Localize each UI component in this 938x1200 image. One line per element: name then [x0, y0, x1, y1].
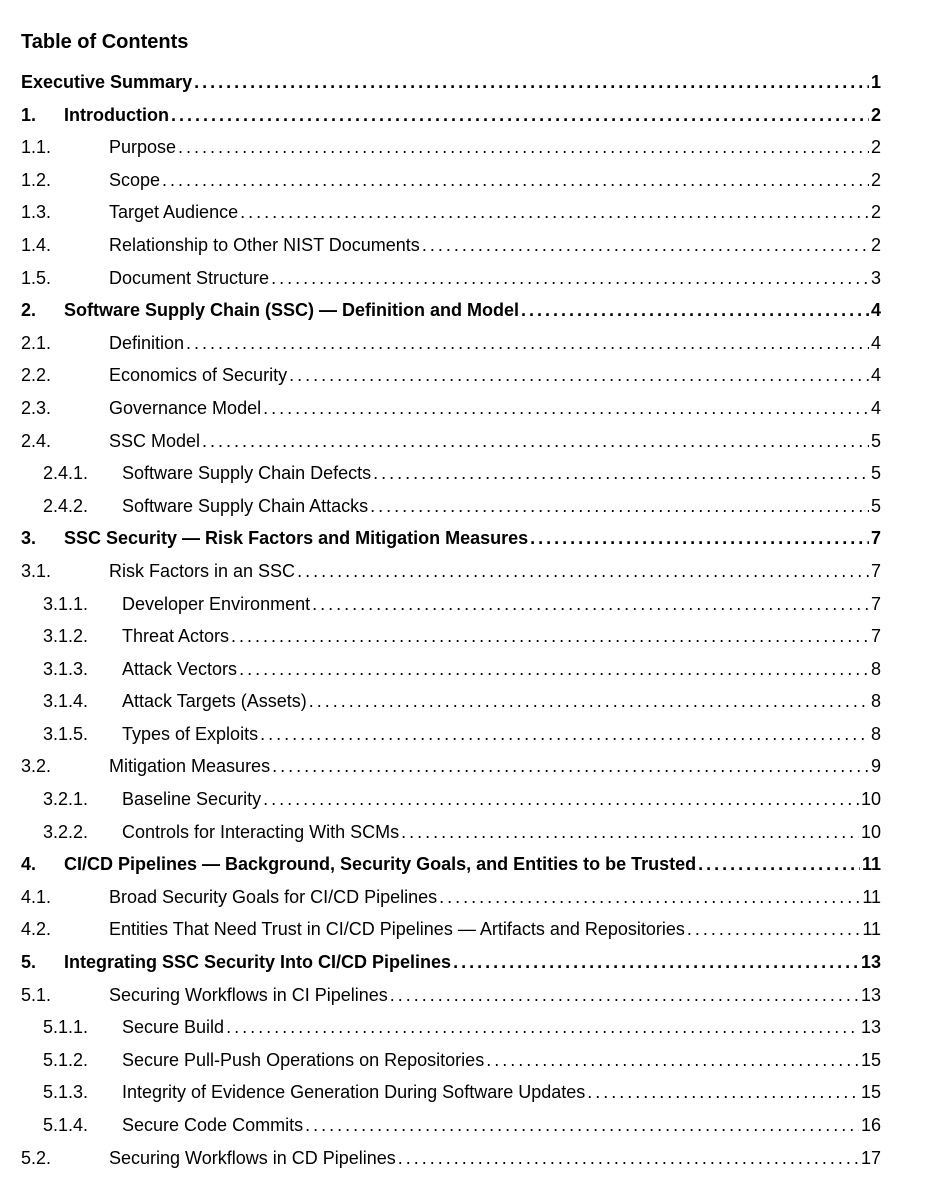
toc-entry-page-number: 4 — [870, 332, 881, 353]
toc-entry-label: Relationship to Other NIST Documents — [109, 234, 420, 255]
toc-entry-label: SSC Model — [109, 430, 201, 451]
toc-entry[interactable] — [0, 165, 938, 198]
toc-entry[interactable] — [0, 1012, 938, 1045]
toc-entry[interactable] — [0, 1110, 938, 1143]
toc-entry-label: Governance Model — [109, 397, 262, 418]
toc-entry-page-number: 13 — [860, 1017, 881, 1038]
toc-entry[interactable] — [0, 295, 938, 328]
toc-entry[interactable] — [0, 914, 938, 947]
toc-entry-number: 1.2. — [21, 169, 52, 190]
toc-entry-page-number: 11 — [862, 886, 881, 907]
toc-entry-number: 4.2. — [21, 919, 52, 940]
toc-entry-number: 3.2.1. — [43, 789, 89, 810]
toc-dot-leader — [439, 887, 860, 908]
toc-entry-label: Scope — [109, 169, 161, 190]
toc-entry-page-number: 2 — [870, 104, 881, 125]
toc-entry-number: 3.1.4. — [43, 691, 89, 712]
toc-entry-number: 3.1.5. — [43, 723, 89, 744]
toc-entry[interactable] — [0, 980, 938, 1013]
toc-dot-leader — [453, 952, 859, 973]
toc-entry[interactable] — [0, 100, 938, 133]
toc-entry-label: Securing Workflows in CI Pipelines — [109, 984, 388, 1005]
toc-entry-page-number: 2 — [870, 169, 881, 190]
toc-dot-leader — [587, 1082, 859, 1103]
toc-entry[interactable] — [0, 1077, 938, 1110]
toc-entry-label: Risk Factors in an SSC — [109, 560, 296, 581]
toc-dot-leader — [231, 626, 869, 647]
toc-entry[interactable] — [0, 263, 938, 296]
toc-entry-page-number: 5 — [870, 430, 881, 451]
toc-entry-page-number: 10 — [860, 821, 881, 842]
toc-entry[interactable] — [0, 230, 938, 263]
toc-entry[interactable] — [0, 360, 938, 393]
toc-entry-label: Software Supply Chain Attacks — [122, 495, 369, 516]
toc-entry-page-number: 16 — [860, 1115, 881, 1135]
toc-dot-leader — [687, 919, 860, 940]
toc-entry[interactable] — [0, 849, 938, 882]
toc-dot-leader — [162, 170, 869, 191]
toc-dot-leader — [370, 496, 869, 517]
toc-entry-label: SSC Security — Risk Factors and Mitigation Measures — [64, 528, 529, 549]
toc-entry[interactable] — [0, 817, 938, 850]
toc-entry[interactable] — [0, 556, 938, 589]
toc-entry-number: 3.1.3. — [43, 658, 89, 679]
toc-entry-page-number: 7 — [870, 593, 881, 614]
toc-entry-number: 5.1.3. — [43, 1082, 89, 1103]
toc-entry-label: Introduction — [64, 104, 169, 125]
toc-dot-leader — [305, 1115, 859, 1136]
toc-entry[interactable] — [0, 67, 938, 100]
toc-entry-number: 1.1. — [21, 137, 52, 158]
toc-entry[interactable] — [0, 491, 938, 524]
toc-dot-leader — [194, 72, 869, 93]
toc-dot-leader — [239, 659, 869, 680]
toc-dot-leader — [271, 268, 869, 289]
toc-entry-number: 5.2. — [21, 1147, 52, 1168]
toc-dot-leader — [240, 202, 869, 223]
toc-list — [0, 67, 938, 1175]
toc-entry-page-number: 4 — [870, 300, 881, 321]
toc-entry-page-number: 8 — [870, 691, 881, 712]
toc-dot-leader — [202, 431, 869, 452]
toc-entry-number: 2.4.2. — [43, 495, 89, 516]
toc-entry-number: 1.5. — [21, 267, 52, 288]
toc-entry-page-number: 7 — [870, 528, 881, 549]
toc-dot-leader — [309, 691, 869, 712]
toc-entry-page-number: 2 — [870, 202, 881, 223]
toc-entry-number: 1.4. — [21, 234, 52, 255]
toc-dot-leader — [272, 756, 869, 777]
toc-entry-page-number: 4 — [870, 365, 881, 386]
toc-dot-leader — [226, 1017, 859, 1038]
toc-entry-number: 3.2.2. — [43, 821, 89, 842]
toc-entry[interactable] — [0, 523, 938, 556]
toc-entry-page-number: 10 — [860, 789, 881, 810]
toc-entry-label: Attack Vectors — [122, 658, 238, 679]
toc-entry-label: Software Supply Chain (SSC) — Definition and Model — [64, 300, 520, 321]
toc-entry[interactable] — [0, 458, 938, 491]
toc-dot-leader — [263, 398, 869, 419]
toc-entry[interactable] — [0, 1045, 938, 1078]
toc-dot-leader — [297, 561, 869, 582]
toc-dot-leader — [521, 300, 869, 321]
toc-entry-label: Purpose — [109, 137, 177, 158]
toc-entry-number: 5.1. — [21, 984, 52, 1005]
toc-entry-label: Entities That Need Trust in CI/CD Pipelines — Artifacts and Repositories — [109, 919, 685, 940]
toc-entry-number: 5.1.4. — [43, 1115, 89, 1135]
toc-entry-number: 3.1.1. — [43, 593, 89, 614]
toc-entry-number: 2.2. — [21, 365, 52, 386]
toc-entry-label: Document Structure — [109, 267, 270, 288]
toc-entry-number: 3.1.2. — [43, 626, 89, 647]
toc-entry-label: Developer Environment — [122, 593, 311, 614]
toc-entry-label: Secure Build — [122, 1017, 225, 1038]
toc-entry-number: 3.1. — [21, 560, 52, 581]
toc-entry-number: 4.1. — [21, 886, 52, 907]
toc-entry-page-number: 8 — [870, 658, 881, 679]
toc-entry-page-number: 2 — [870, 137, 881, 158]
toc-entry[interactable] — [0, 589, 938, 622]
toc-entry-label: Integrity of Evidence Generation During Software Updates — [122, 1082, 586, 1103]
toc-entry[interactable] — [0, 654, 938, 687]
toc-dot-leader — [171, 105, 869, 126]
toc-dot-leader — [530, 528, 869, 549]
toc-entry[interactable] — [0, 621, 938, 654]
toc-entry-label: Threat Actors — [122, 626, 230, 647]
toc-entry-label: Economics of Security — [109, 365, 288, 386]
toc-entry-number: 1. — [21, 104, 37, 125]
toc-entry-page-number: 15 — [860, 1049, 881, 1070]
page-title: Table of Contents — [21, 31, 189, 53]
toc-entry-label: Baseline Security — [122, 789, 262, 810]
toc-entry-label: Secure Pull-Push Operations on Repositories — [122, 1049, 485, 1070]
toc-entry-number: 5. — [21, 952, 37, 973]
toc-entry[interactable] — [0, 1143, 938, 1176]
toc-entry[interactable] — [0, 751, 938, 784]
toc-entry[interactable] — [0, 197, 938, 230]
toc-dot-leader — [186, 333, 869, 354]
toc-dot-leader — [178, 137, 869, 158]
toc-entry-page-number: 3 — [870, 267, 881, 288]
toc-entry-label: Attack Targets (Assets) — [122, 691, 307, 712]
toc-entry-page-number: 7 — [870, 626, 881, 647]
toc-dot-leader — [289, 365, 869, 386]
toc-entry-number: 3.2. — [21, 756, 52, 777]
toc-entry-page-number: 5 — [870, 495, 881, 516]
toc-entry[interactable] — [0, 947, 938, 980]
toc-entry[interactable] — [0, 132, 938, 165]
toc-dot-leader — [312, 594, 869, 615]
toc-entry-label: Broad Security Goals for CI/CD Pipelines — [109, 886, 438, 907]
toc-entry-number: 5.1.1. — [43, 1017, 89, 1038]
toc-entry-label: Controls for Interacting With SCMs — [122, 821, 400, 842]
toc-entry[interactable] — [0, 328, 938, 361]
toc-entry-page-number: 13 — [860, 952, 881, 973]
toc-entry-label: Software Supply Chain Defects — [122, 463, 372, 484]
toc-entry-number: 1.3. — [21, 202, 52, 223]
toc-entry-number: 2.1. — [21, 332, 52, 353]
toc-dot-leader — [263, 789, 859, 810]
toc-dot-leader — [260, 724, 869, 745]
toc-dot-leader — [390, 985, 859, 1006]
toc-entry[interactable] — [0, 426, 938, 459]
toc-entry-number: 2. — [21, 300, 37, 321]
toc-entry[interactable] — [0, 686, 938, 719]
toc-entry-page-number: 17 — [860, 1147, 881, 1168]
toc-entry-number: 3. — [21, 528, 37, 549]
toc-dot-leader — [373, 463, 869, 484]
toc-entry-label: Definition — [109, 332, 185, 353]
toc-entry-page-number: 4 — [870, 397, 881, 418]
toc-dot-leader — [398, 1148, 859, 1169]
toc-entry[interactable] — [0, 719, 938, 752]
toc-entry-page-number: 11 — [862, 919, 881, 940]
toc-entry-number: 4. — [21, 854, 37, 875]
toc-entry-label: Types of Exploits — [122, 723, 259, 744]
toc-entry-number: 5.1.2. — [43, 1049, 89, 1070]
toc-dot-leader — [698, 854, 860, 875]
toc-entry-page-number: 15 — [860, 1082, 881, 1103]
toc-entry-label: Securing Workflows in CD Pipelines — [109, 1147, 396, 1168]
toc-entry[interactable] — [0, 784, 938, 817]
toc-entry[interactable] — [0, 882, 938, 915]
toc-entry-number: 2.4. — [21, 430, 52, 451]
toc-entry-page-number: 8 — [870, 723, 881, 744]
toc-entry-page-number: 1 — [870, 72, 881, 92]
toc-entry-number: 2.4.1. — [43, 463, 89, 484]
toc-entry-page-number: 11 — [861, 854, 881, 875]
toc-dot-leader — [401, 822, 859, 843]
toc-entry-label: Target Audience — [109, 202, 239, 223]
toc-entry-label: Integrating SSC Security Into CI/CD Pipelines — [64, 952, 452, 973]
toc-entry-label: Secure Code Commits — [122, 1115, 304, 1135]
toc-entry-page-number: 2 — [870, 234, 881, 255]
toc-entry-page-number: 9 — [870, 756, 881, 777]
toc-entry-label: Executive Summary — [21, 72, 193, 92]
toc-entry-page-number: 7 — [870, 560, 881, 581]
toc-entry-label: CI/CD Pipelines — Background, Security Goals, and Entities to be Trusted — [64, 854, 697, 875]
toc-dot-leader — [422, 235, 869, 256]
toc-entry-page-number: 13 — [860, 984, 881, 1005]
toc-entry[interactable] — [0, 393, 938, 426]
toc-dot-leader — [486, 1050, 859, 1071]
toc-entry-label: Mitigation Measures — [109, 756, 271, 777]
toc-entry-page-number: 5 — [870, 463, 881, 484]
toc-entry-number: 2.3. — [21, 397, 52, 418]
